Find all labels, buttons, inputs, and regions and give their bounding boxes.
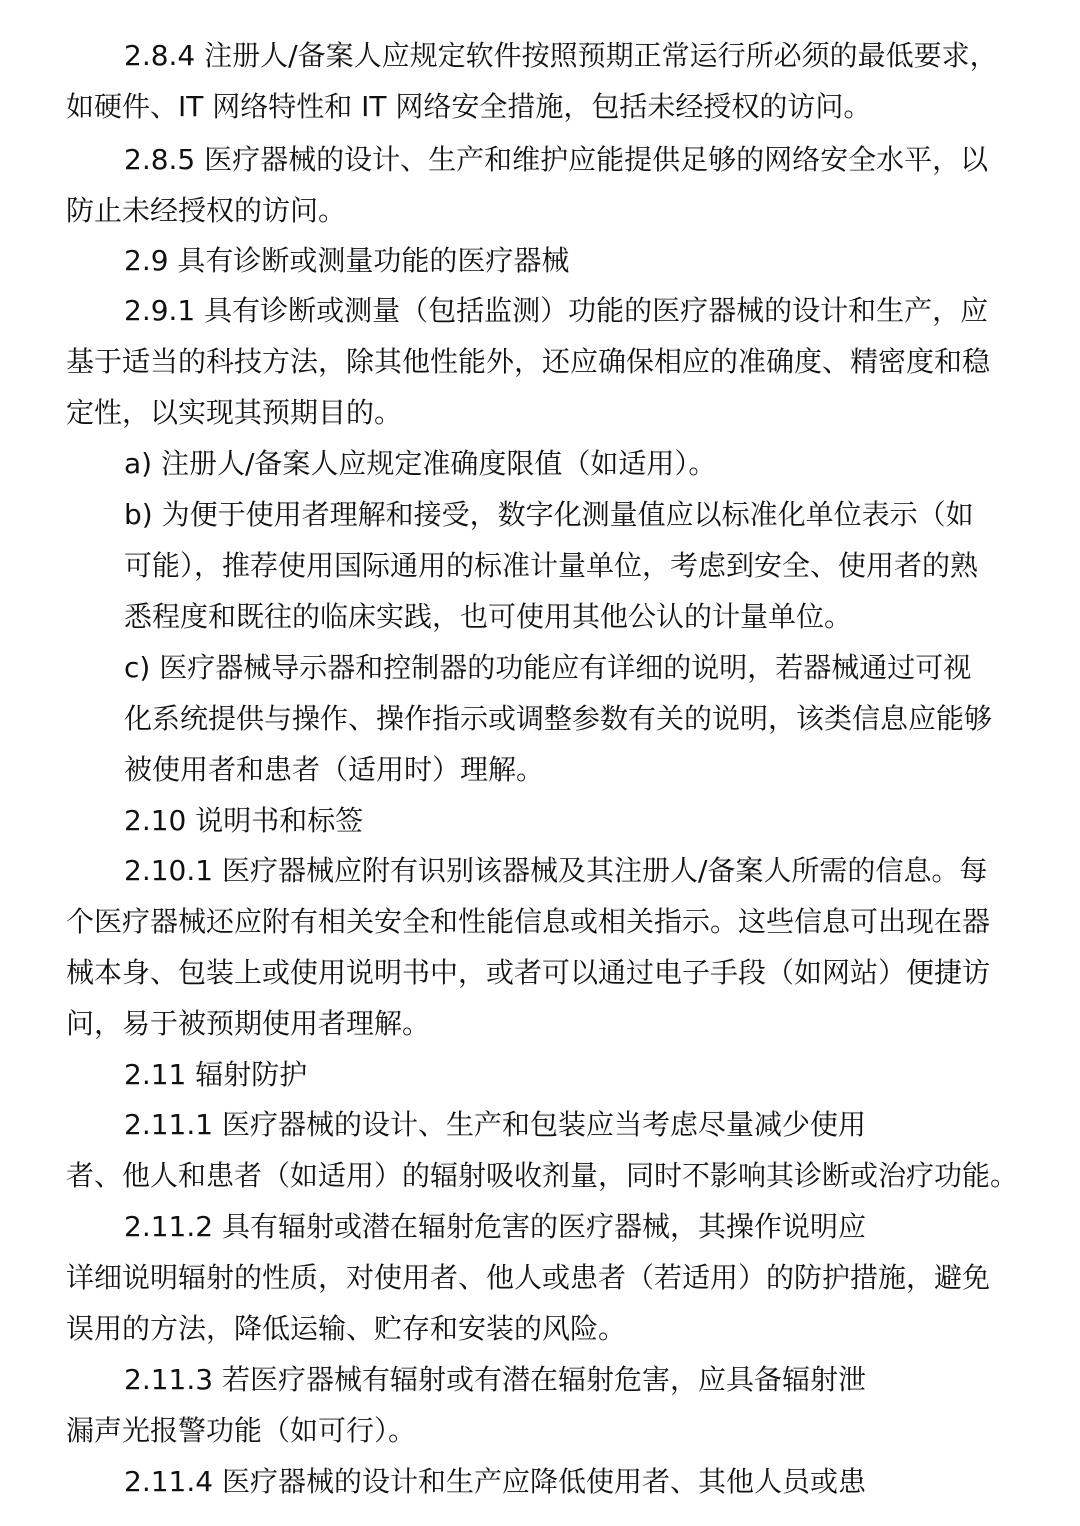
para-2-11-2-line-3: 误用的方法，降低运输、贮存和安装的风险。 xyxy=(66,1312,627,1345)
item-a-line-1: a) 注册人/备案人应规定准确度限值（如适用）。 xyxy=(124,447,717,480)
heading-2-9: 2.9 具有诊断或测量功能的医疗器械 xyxy=(124,244,570,277)
item-b-line-2: 可能），推荐使用国际通用的标准计量单位，考虑到安全、使用者的熟 xyxy=(124,549,979,582)
para-2-11-1-line-1: 2.11.1 医疗器械的设计、生产和包装应当考虑尽量减少使用 xyxy=(124,1108,866,1141)
para-2-8-5-line-2: 防止未经授权的访问。 xyxy=(66,194,347,227)
item-b-line-1: b) 为便于使用者理解和接受，数字化测量值应以标准化单位表示（如 xyxy=(124,498,974,531)
para-2-11-4-line-1: 2.11.4 医疗器械的设计和生产应降低使用者、其他人员或患 xyxy=(124,1465,866,1498)
para-2-11-2-line-2: 详细说明辐射的性质，对使用者、他人或患者（若适用）的防护措施，避免 xyxy=(66,1261,991,1294)
para-2-9-1-line-2: 基于适当的科技方法，除其他性能外，还应确保相应的准确度、精密度和稳 xyxy=(66,345,991,378)
item-c-line-1: c) 医疗器械导示器和控制器的功能应有详细的说明，若器械通过可视 xyxy=(124,651,972,684)
para-2-9-1-line-3: 定性，以实现其预期目的。 xyxy=(66,396,403,429)
para-2-11-2-line-1: 2.11.2 具有辐射或潜在辐射危害的医疗器械，其操作说明应 xyxy=(124,1210,866,1243)
heading-2-11: 2.11 辐射防护 xyxy=(124,1058,308,1091)
item-c-line-3: 被使用者和患者（适用时）理解。 xyxy=(124,753,545,786)
para-2-10-1-line-3: 械本身、包装上或使用说明书中，或者可以通过电子手段（如网站）便捷访 xyxy=(66,956,991,989)
para-2-9-1-line-1: 2.9.1 具有诊断或测量（包括监测）功能的医疗器械的设计和生产，应 xyxy=(124,294,989,327)
item-c-line-2: 化系统提供与操作、操作指示或调整参数有关的说明，该类信息应能够 xyxy=(124,702,993,735)
para-2-11-3-line-1: 2.11.3 若医疗器械有辐射或有潜在辐射危害，应具备辐射泄 xyxy=(124,1363,866,1396)
para-2-11-3-line-2: 漏声光报警功能（如可行）。 xyxy=(66,1414,417,1447)
item-b-line-3: 悉程度和既往的临床实践，也可使用其他公认的计量单位。 xyxy=(124,600,853,633)
para-2-8-4-line-1: 2.8.4 注册人/备案人应规定软件按照预期正常运行所必须的最低要求， xyxy=(124,39,998,72)
para-2-11-1-line-2: 者、他人和患者（如适用）的辐射吸收剂量，同时不影响其诊断或治疗功能。 xyxy=(66,1159,1019,1192)
para-2-10-1-line-4: 问，易于被预期使用者理解。 xyxy=(66,1007,431,1040)
para-2-8-5-line-1: 2.8.5 医疗器械的设计、生产和维护应能提供足够的网络安全水平，以 xyxy=(124,143,989,176)
heading-2-10: 2.10 说明书和标签 xyxy=(124,804,364,837)
para-2-10-1-line-2: 个医疗器械还应附有相关安全和性能信息或相关指示。这些信息可出现在器 xyxy=(66,905,991,938)
para-2-8-4-line-2: 如硬件、IT 网络特性和 IT 网络安全措施，包括未经授权的访问。 xyxy=(66,90,872,123)
para-2-10-1-line-1: 2.10.1 医疗器械应附有识别该器械及其注册人/备案人所需的信息。每 xyxy=(124,854,988,887)
